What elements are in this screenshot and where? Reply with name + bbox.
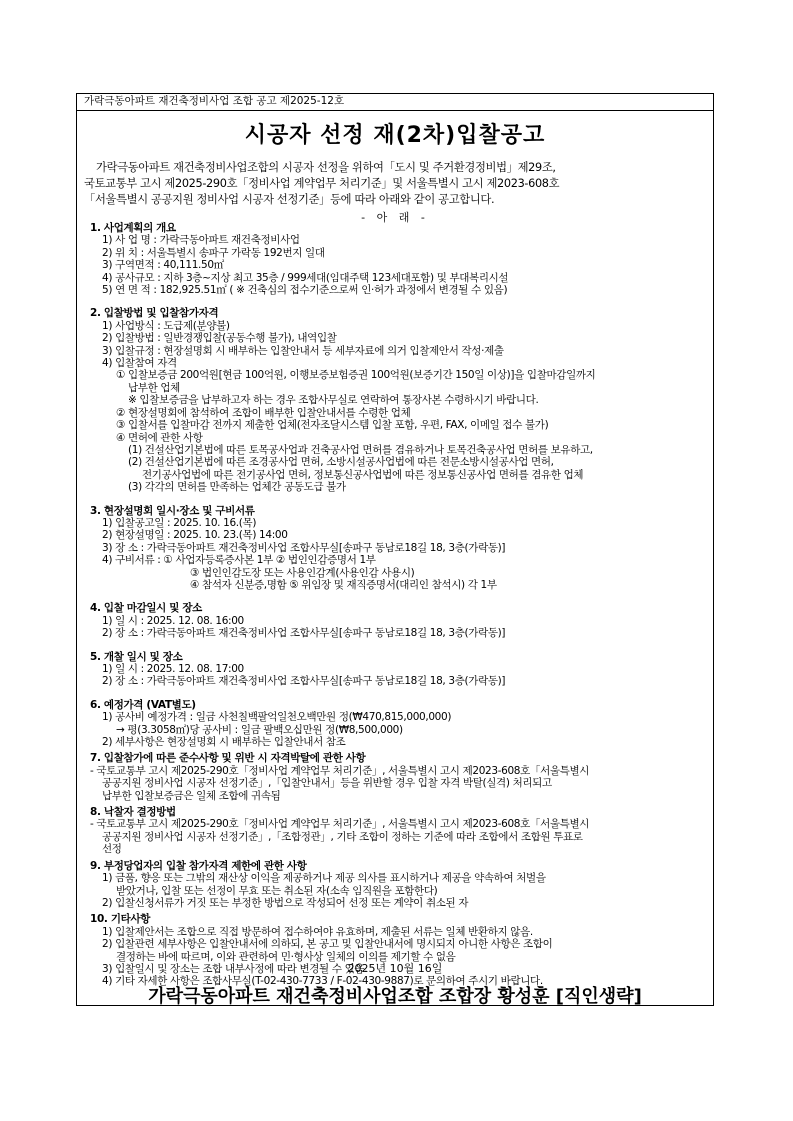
- section-title: 5. 개찰 일시 및 장소: [90, 650, 183, 663]
- section-line: 1) 일 시 : 2025. 12. 08. 16:00: [102, 614, 244, 627]
- section-line: 4) 기타 자세한 사항은 조합사무실(T-02-430-7733 / F-02-430-9887)로 문의하여 주시기 바랍니다.: [102, 975, 543, 988]
- section-line: ③ 입찰서를 입찰마감 전까지 제출한 업체(전자조달시스템 입찰 포함, 우편, FAX, 이메일 접수 불가): [116, 419, 549, 432]
- section-line: → 평(3.3058㎡)당 공사비 : 일금 팔백오십만원 정(₩8,500,000): [116, 723, 403, 736]
- section-title: 9. 부정당업자의 입찰 참가자격 제한에 관한 사항: [90, 859, 307, 872]
- section-line: ※ 입찰보증금을 납부하고자 하는 경우 조합사무실로 연락하여 통장사본 수령하시기 바랍니다.: [128, 394, 539, 407]
- section-line: - 국토교통부 고시 제2025-290호「정비사업 계약업무 처리기준」, 서울특별시 고시 제2023-608호「서울특별시: [90, 818, 590, 831]
- section-line: ③ 법인인감도장 또는 사용인감계(사용인감 사용시): [190, 566, 415, 579]
- section-line: 2) 장 소 : 가락극동아파트 재건축정비사업 조합사무실[송파구 동남로18길 18, 3층(가락동)]: [102, 627, 506, 640]
- section-line: 1) 입찰공고일 : 2025. 10. 16.(목): [102, 516, 257, 529]
- section-line: 4) 공사규모 : 지하 3층~지상 최고 35층 / 999세대(임대주택 123세대포함) 및 부대복리시설: [102, 271, 509, 284]
- section-spacer: [90, 688, 710, 699]
- section-line: ④ 면허에 관한 사항: [116, 431, 203, 444]
- section-line: (3) 각각의 면허를 만족하는 업체간 공동도급 불가: [128, 481, 346, 494]
- section-line: 1) 사업방식 : 도급제(분양불): [102, 319, 230, 332]
- section-line: 2) 세부사항은 현장설명회 시 배부하는 입찰안내서 참조: [102, 736, 346, 749]
- section-line: 2) 현장설명일 : 2025. 10. 23.(목) 14:00: [102, 529, 288, 542]
- section-title: 10. 기타사항: [90, 913, 151, 926]
- separator: - 아 래 -: [361, 211, 429, 224]
- section-line: 2) 입찰신청서류가 거짓 또는 부정한 방법으로 작성되어 선정 또는 계약이 취소된 자: [102, 896, 469, 909]
- section-title: 7. 입찰참가에 따른 준수사항 및 위반 시 자격박탈에 관한 사항: [90, 752, 366, 765]
- section-line: 5) 연 면 적 : 182,925.51㎡ ( ※ 건축심의 접수기준으로써 인·허가 과정에서 변경될 수 있음): [102, 284, 508, 297]
- section-line: 3) 장 소 : 가락극동아파트 재건축정비사업 조합사무실[송파구 동남로18길 18, 3층(가락동)]: [102, 541, 506, 554]
- notice-body: [90, 222, 710, 988]
- section-line: 공공지원 정비사업 시공자 선정기준」,「조합정관」, 기타 조합이 정하는 기준에 따라 조합에서 조합원 투표로: [102, 830, 583, 843]
- section-spacer: [90, 640, 710, 651]
- signature-line: 가락극동아파트 재건축정비사업조합 조합장 황성훈 [직인생략]: [148, 986, 642, 1007]
- section-line: ② 현장설명회에 참석하여 조합이 배부한 입찰안내서를 수령한 업체: [116, 406, 411, 419]
- section-title: 8. 낙찰자 결정방법: [90, 806, 176, 819]
- section-title: 2. 입찰방법 및 입찰참가자격: [90, 307, 219, 320]
- section-line: 공공지원 정비사업 시공자 선정기준」,「입찰안내서」등을 위반할 경우 입찰 자격 박탈(실격) 처리되고: [102, 777, 552, 790]
- section-line: 2) 입찰관련 세부사항은 입찰안내서에 의하되, 본 공고 및 입찰안내서에 명시되지 아니한 사항은 조합이: [102, 938, 553, 951]
- section-line: 4) 입찰참여 자격: [102, 357, 177, 370]
- section-line: 선정: [102, 843, 122, 856]
- section-line: ④ 참석자 신분증,명함 ⑤ 위임장 및 재직증명서(대리인 참석시) 각 1부: [190, 578, 497, 591]
- section-line: 1) 금품, 향응 또는 그밖의 재산상 이익을 제공하거나 제공 의사를 표시하거나 제공을 약속하여 처벌을: [102, 872, 546, 885]
- section-line: 결정하는 바에 따르며, 이와 관련하여 민·형사상 일체의 이의를 제기할 수 없음: [116, 950, 456, 963]
- intro-line: 「서울특별시 공공지원 정비사업 시공자 선정기준」등에 따라 아래와 같이 공고합니다.: [84, 193, 495, 206]
- intro-line: 국토교통부 고시 제2025-290호「정비사업 계약업무 처리기준」및 서울특별시 고시 제2023-608호: [84, 177, 560, 190]
- section-line: 2) 장 소 : 가락극동아파트 재건축정비사업 조합사무실[송파구 동남로18길 18, 3층(가락동)]: [102, 675, 506, 688]
- section-line: 1) 일 시 : 2025. 12. 08. 17:00: [102, 663, 244, 675]
- section-line: 전기공사업법에 따른 전기공사업 면허, 정보통신공사업법에 따른 정보통신공사업 면허를 겸유한 업체: [142, 468, 584, 481]
- section-line: 1) 공사비 예정가격 : 일금 사천칠백팔억일천오백만원 정(₩470,815,000,000): [102, 711, 452, 724]
- section-line: 납부한 입찰보증금은 일체 조합에 귀속됨: [102, 789, 281, 802]
- section-line: 1) 입찰제안서는 조합으로 직접 방문하여 접수하여야 유효하며, 제출된 서류는 일체 반환하지 않음.: [102, 925, 533, 938]
- section-line: 3) 구역면적 : 40,111.50㎡: [102, 259, 224, 272]
- section-line: ① 입찰보증금 200억원[현금 100억원, 이행보증보험증권 100억원(보증기간 150일 이상)]을 입찰마감일까지: [116, 369, 596, 382]
- section-title: 6. 예정가격 (VAT별도): [90, 698, 196, 711]
- section-line: 2) 위 치 : 서울특별시 송파구 가락동 192번지 일대: [102, 246, 325, 259]
- intro-paragraph: [84, 160, 708, 208]
- intro-line: 가락극동아파트 재건축정비사업조합의 시공자 선정을 위하여「도시 및 주거환경정비법」제29조,: [96, 161, 556, 174]
- section-spacer: [90, 591, 710, 602]
- section-spacer: [90, 296, 710, 307]
- section-title: 3. 현장설명회 일시·장소 및 구비서류: [90, 504, 255, 517]
- section-line: - 국토교통부 고시 제2025-290호「정비사업 계약업무 처리기준」, 서울특별시 고시 제2023-608호「서울특별시: [90, 764, 590, 777]
- section-line: 납부한 업체: [128, 381, 180, 394]
- page-title: 시공자 선정 재(2차)입찰공고: [244, 123, 546, 148]
- notice-date: 2025년 10월 16일: [347, 962, 443, 975]
- section-line: 3) 입찰일시 및 장소는 조합 내부사정에 따라 변경될 수 있음.: [102, 962, 368, 975]
- section-line: 받았거나, 입찰 또는 선정이 무효 또는 취소된 자(소속 임직원을 포함한다): [116, 884, 438, 897]
- section-title: 1. 사업계획의 개요: [90, 222, 176, 234]
- section-line: 2) 입찰방법 : 일반경쟁입찰(공동수행 불가), 내역입찰: [102, 332, 337, 345]
- section-spacer: [90, 494, 710, 505]
- section-line: 3) 입찰규정 : 현장설명회 시 배부하는 입찰안내서 등 세부자료에 의거 입찰제안서 작성·제출: [102, 344, 504, 357]
- section-title: 4. 입찰 마감일시 및 장소: [90, 602, 202, 615]
- section-line: (2) 건설산업기본법에 따른 조경공사업 면허, 소방시설공사업법에 따른 전문소방시설공사업 면허,: [128, 456, 554, 469]
- notice-number: 가락극동아파트 재건축정비사업 조합 공고 제2025-12호: [76, 93, 714, 111]
- section-line: 4) 구비서류 : ① 사업자등록증사본 1부 ② 법인인감증명서 1부: [102, 554, 376, 567]
- section-line: 1) 사 업 명 : 가락극동아파트 재건축정비사업: [102, 234, 300, 247]
- section-line: (1) 건설산업기본법에 따른 토목공사업과 건축공사업 면허를 겸유하거나 토목건축공사업 면허를 보유하고,: [128, 443, 593, 456]
